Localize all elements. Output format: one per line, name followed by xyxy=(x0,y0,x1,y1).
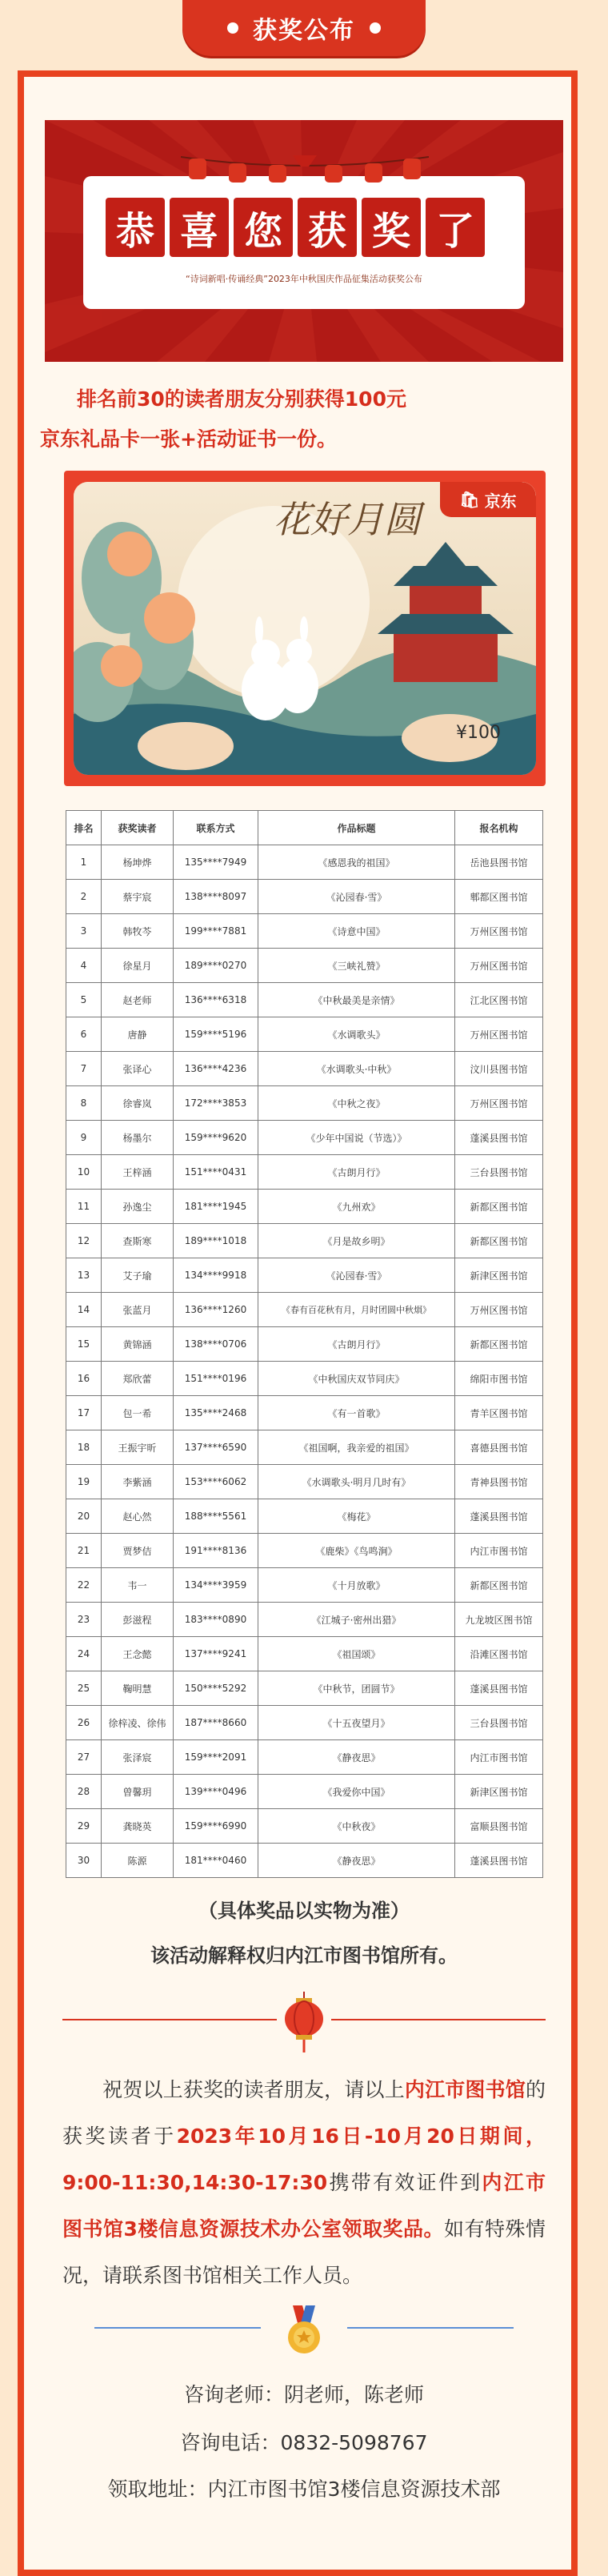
work-title-cell: 《我爱你中国》 xyxy=(258,1775,455,1809)
contact-cell: 188****5561 xyxy=(174,1499,258,1534)
page-title: 获奖公布 xyxy=(253,17,355,45)
institution-cell: 万州区图书馆 xyxy=(455,1293,543,1327)
pickup-place: 内江市图书馆3楼信息资源技术办公室领取奖品。 xyxy=(62,2171,546,2241)
rank-cell: 30 xyxy=(66,1844,102,1878)
rank-cell: 25 xyxy=(66,1671,102,1706)
table-row xyxy=(66,1052,543,1086)
winner-name-cell: 鞠明慧 xyxy=(102,1671,174,1706)
winner-name-cell: 贾梦佶 xyxy=(102,1534,174,1568)
winner-name-cell: 黄锦涵 xyxy=(102,1327,174,1362)
work-title-cell: 《春有百花秋有月，月时团圆中秋熉》 xyxy=(258,1293,455,1327)
winner-name-cell: 张译心 xyxy=(102,1052,174,1086)
congrats-char: 您 xyxy=(234,198,293,257)
table-row xyxy=(66,1293,543,1327)
rank-cell: 15 xyxy=(66,1327,102,1362)
header-pill xyxy=(182,0,426,56)
rank-cell: 27 xyxy=(66,1740,102,1775)
header-dot-right xyxy=(370,22,381,34)
contact-cell: 137****6590 xyxy=(174,1430,258,1465)
rank-cell: 8 xyxy=(66,1086,102,1121)
institution-cell: 新都区图书馆 xyxy=(455,1224,543,1258)
institution-cell: 九龙坡区图书馆 xyxy=(455,1603,543,1637)
winner-name-cell: 张泽宸 xyxy=(102,1740,174,1775)
rank-cell: 16 xyxy=(66,1362,102,1396)
institution-cell: 绵阳市图书馆 xyxy=(455,1362,543,1396)
work-title-cell: 《有一首歌》 xyxy=(258,1396,455,1430)
rank-cell: 24 xyxy=(66,1637,102,1671)
table-row xyxy=(66,1671,543,1706)
table-header-row xyxy=(66,811,543,845)
congrats-char: 获 xyxy=(298,198,357,257)
work-title-cell: 《中秋之夜》 xyxy=(258,1086,455,1121)
header-dot-left xyxy=(227,22,238,34)
table-row xyxy=(66,1499,543,1534)
institution-cell: 郫都区图书馆 xyxy=(455,880,543,914)
institution-cell: 江北区图书馆 xyxy=(455,983,543,1017)
winners-table xyxy=(66,810,543,1878)
winner-name-cell: 王梓涵 xyxy=(102,1155,174,1190)
institution-cell: 沿滩区图书馆 xyxy=(455,1637,543,1671)
contact-cell: 183****0890 xyxy=(174,1603,258,1637)
contact-cell: 159****5196 xyxy=(174,1017,258,1052)
table-row xyxy=(66,1121,543,1155)
institution-cell: 内江市图书馆 xyxy=(455,1534,543,1568)
contact-cell: 139****0496 xyxy=(174,1775,258,1809)
institution-cell: 万州区图书馆 xyxy=(455,1017,543,1052)
rank-cell: 20 xyxy=(66,1499,102,1534)
winner-name-cell: 赵心然 xyxy=(102,1499,174,1534)
prize-note: （具体奖品以实物为准） xyxy=(198,1900,410,1922)
rank-cell: 7 xyxy=(66,1052,102,1086)
table-row xyxy=(66,1327,543,1362)
instructions-text-2: 的获奖读者于 xyxy=(62,2078,546,2148)
congrats-char: 恭 xyxy=(106,198,165,257)
table-row xyxy=(66,1017,543,1052)
contact-address: 领取地址：内江市图书馆3楼信息资源技术部 xyxy=(107,2478,501,2501)
table-row xyxy=(66,1775,543,1809)
contact-cell: 151****0196 xyxy=(174,1362,258,1396)
gift-card-art-title: 花好月圆 xyxy=(274,498,421,541)
institution-cell: 青羊区图书馆 xyxy=(455,1396,543,1430)
winner-name-cell: 李紫涵 xyxy=(102,1465,174,1499)
contact-cell: 159****2091 xyxy=(174,1740,258,1775)
rank-cell: 9 xyxy=(66,1121,102,1155)
table-row xyxy=(66,983,543,1017)
institution-cell: 新都区图书馆 xyxy=(455,1568,543,1603)
winner-name-cell: 徐梓凌、徐伟 xyxy=(102,1706,174,1740)
work-title-cell: 《诗意中国》 xyxy=(258,914,455,949)
prize-intro-line-1: 排名前30的读者朋友分别获得100元 xyxy=(77,387,406,411)
work-title-cell: 《中秋国庆双节同庆》 xyxy=(258,1362,455,1396)
winner-name-cell: 艾子瑜 xyxy=(102,1258,174,1293)
congrats-char: 了 xyxy=(426,198,485,257)
winner-name-cell: 徐睿岚 xyxy=(102,1086,174,1121)
table-header-cell: 获奖读者 xyxy=(102,811,174,845)
rank-cell: 10 xyxy=(66,1155,102,1190)
work-title-cell: 《古朗月行》 xyxy=(258,1155,455,1190)
winner-name-cell: 韦一 xyxy=(102,1568,174,1603)
winners-table-body xyxy=(66,845,543,1878)
work-title-cell: 《水调歌头·中秋》 xyxy=(258,1052,455,1086)
institution-cell: 岳池县图书馆 xyxy=(455,845,543,880)
contact-cell: 191****8136 xyxy=(174,1534,258,1568)
divider-left xyxy=(62,2019,277,2020)
rank-cell: 17 xyxy=(66,1396,102,1430)
gift-card-inner xyxy=(74,482,536,775)
prize-intro-line-2: 京东礼品卡一张+活动证书一份。 xyxy=(40,427,337,451)
rank-cell: 11 xyxy=(66,1190,102,1224)
medal-divider-right xyxy=(347,2327,514,2329)
rank-cell: 21 xyxy=(66,1534,102,1568)
work-title-cell: 《古朗月行》 xyxy=(258,1327,455,1362)
winner-name-cell: 龚晓英 xyxy=(102,1809,174,1844)
contact-cell: 138****8097 xyxy=(174,880,258,914)
table-row xyxy=(66,1568,543,1603)
work-title-cell: 《少年中国说（节选）》 xyxy=(258,1121,455,1155)
contact-cell: 134****3959 xyxy=(174,1568,258,1603)
contact-phone: 咨询电话：0832-5098767 xyxy=(180,2431,428,2454)
winner-name-cell: 蔡宇宸 xyxy=(102,880,174,914)
work-title-cell: 《江城子·密州出猎》 xyxy=(258,1603,455,1637)
table-row xyxy=(66,1465,543,1499)
table-row xyxy=(66,845,543,880)
lantern-icon xyxy=(282,1992,326,2052)
work-title-cell: 《祖国颂》 xyxy=(258,1637,455,1671)
institution-cell: 汶川县图书馆 xyxy=(455,1052,543,1086)
lantern-string-icon xyxy=(181,150,429,183)
institution-cell: 青神县图书馆 xyxy=(455,1465,543,1499)
contact-cell: 138****0706 xyxy=(174,1327,258,1362)
rank-cell: 4 xyxy=(66,949,102,983)
institution-cell: 蓬溪县图书馆 xyxy=(455,1121,543,1155)
table-header-cell: 排名 xyxy=(66,811,102,845)
congrats-char: 奖 xyxy=(362,198,421,257)
institution-cell: 蓬溪县图书馆 xyxy=(455,1499,543,1534)
winner-name-cell: 郑欣蕾 xyxy=(102,1362,174,1396)
table-row xyxy=(66,1603,543,1637)
work-title-cell: 《月是故乡明》 xyxy=(258,1224,455,1258)
work-title-cell: 《水调歌头·明月几时有》 xyxy=(258,1465,455,1499)
contact-cell: 136****1260 xyxy=(174,1293,258,1327)
table-row xyxy=(66,1740,543,1775)
gift-card-image xyxy=(64,471,546,786)
congrats-title xyxy=(106,198,485,257)
table-row xyxy=(66,1534,543,1568)
pickup-dates: 2023年10月16日-10月20日期间，9:00-11:30,14:30-17:30 xyxy=(62,2125,546,2194)
institution-cell: 内江市图书馆 xyxy=(455,1740,543,1775)
library-name: 内江市图书馆 xyxy=(404,2078,526,2101)
work-title-cell: 《中秋节，团圆节》 xyxy=(258,1671,455,1706)
winner-name-cell: 彭滋程 xyxy=(102,1603,174,1637)
rank-cell: 23 xyxy=(66,1603,102,1637)
institution-cell: 新都区图书馆 xyxy=(455,1190,543,1224)
work-title-cell: 《沁园春·雪》 xyxy=(258,1258,455,1293)
table-row xyxy=(66,1706,543,1740)
congrats-char: 喜 xyxy=(170,198,229,257)
work-title-cell: 《十五夜望月》 xyxy=(258,1706,455,1740)
table-row xyxy=(66,1190,543,1224)
winner-name-cell: 唐静 xyxy=(102,1017,174,1052)
winner-name-cell: 王振宇昕 xyxy=(102,1430,174,1465)
work-title-cell: 《水调歌头》 xyxy=(258,1017,455,1052)
work-title-cell: 《三峡礼赞》 xyxy=(258,949,455,983)
winner-name-cell: 赵老师 xyxy=(102,983,174,1017)
contact-cell: 181****1945 xyxy=(174,1190,258,1224)
divider-right xyxy=(331,2019,546,2020)
table-row xyxy=(66,1362,543,1396)
winner-name-cell: 徐星月 xyxy=(102,949,174,983)
table-header-cell: 联系方式 xyxy=(174,811,258,845)
work-title-cell: 《感恩我的祖国》 xyxy=(258,845,455,880)
pickup-instructions xyxy=(62,2067,546,2299)
institution-cell: 新都区图书馆 xyxy=(455,1327,543,1362)
winner-name-cell: 包一希 xyxy=(102,1396,174,1430)
institution-cell: 蓬溪县图书馆 xyxy=(455,1671,543,1706)
contact-cell: 172****3853 xyxy=(174,1086,258,1121)
contact-cell: 136****6318 xyxy=(174,983,258,1017)
table-row xyxy=(66,880,543,914)
rank-cell: 1 xyxy=(66,845,102,880)
medal-icon xyxy=(285,2305,323,2357)
table-row xyxy=(66,1396,543,1430)
institution-cell: 新津区图书馆 xyxy=(455,1258,543,1293)
work-title-cell: 《中秋夜》 xyxy=(258,1809,455,1844)
work-title-cell: 《十月放歌》 xyxy=(258,1568,455,1603)
prize-intro xyxy=(40,379,549,459)
work-title-cell: 《祖国啊，我亲爱的祖国》 xyxy=(258,1430,455,1465)
contact-cell: 135****2468 xyxy=(174,1396,258,1430)
rank-cell: 6 xyxy=(66,1017,102,1052)
winner-name-cell: 杨坤烨 xyxy=(102,845,174,880)
table-row xyxy=(66,1155,543,1190)
banner-subtitle: “诗词新唱·传诵经典”2023年中秋国庆作品征集活动获奖公布 xyxy=(186,274,422,284)
winner-name-cell: 查斯寒 xyxy=(102,1224,174,1258)
congrats-banner xyxy=(45,120,563,362)
table-row xyxy=(66,1809,543,1844)
work-title-cell: 《静夜思》 xyxy=(258,1844,455,1878)
winner-name-cell: 孙逸尘 xyxy=(102,1190,174,1224)
institution-cell: 万州区图书馆 xyxy=(455,1086,543,1121)
rank-cell: 19 xyxy=(66,1465,102,1499)
contact-cell: 159****6990 xyxy=(174,1809,258,1844)
contact-cell: 135****7949 xyxy=(174,845,258,880)
instructions-text-3: 携带有效证件到 xyxy=(327,2171,482,2194)
work-title-cell: 《中秋最美是亲情》 xyxy=(258,983,455,1017)
work-title-cell: 《鹿柴》《鸟鸣涧》 xyxy=(258,1534,455,1568)
rank-cell: 3 xyxy=(66,914,102,949)
gift-card-amount: ¥100 xyxy=(456,723,501,743)
gift-bag-icon: 🛍 xyxy=(459,490,480,509)
rank-cell: 14 xyxy=(66,1293,102,1327)
contact-cell: 189****1018 xyxy=(174,1224,258,1258)
rank-cell: 13 xyxy=(66,1258,102,1293)
gift-card-brand-badge xyxy=(440,482,536,517)
institution-cell: 三台县图书馆 xyxy=(455,1706,543,1740)
contact-cell: 189****0270 xyxy=(174,949,258,983)
instructions-text-1: 祝贺以上获奖的读者朋友，请以上 xyxy=(102,2078,405,2101)
table-row xyxy=(66,1430,543,1465)
winner-name-cell: 王念懿 xyxy=(102,1637,174,1671)
work-title-cell: 《静夜思》 xyxy=(258,1740,455,1775)
rank-cell: 18 xyxy=(66,1430,102,1465)
institution-cell: 万州区图书馆 xyxy=(455,914,543,949)
rank-cell: 26 xyxy=(66,1706,102,1740)
rank-cell: 22 xyxy=(66,1568,102,1603)
institution-cell: 喜德县图书馆 xyxy=(455,1430,543,1465)
contact-cell: 159****9620 xyxy=(174,1121,258,1155)
institution-cell: 万州区图书馆 xyxy=(455,949,543,983)
contact-cell: 151****0431 xyxy=(174,1155,258,1190)
contact-cell: 199****7881 xyxy=(174,914,258,949)
table-header-cell: 作品标题 xyxy=(258,811,455,845)
rank-cell: 12 xyxy=(66,1224,102,1258)
table-row xyxy=(66,949,543,983)
winner-name-cell: 韩牧芩 xyxy=(102,914,174,949)
winner-name-cell: 曾馨玥 xyxy=(102,1775,174,1809)
institution-cell: 新津区图书馆 xyxy=(455,1775,543,1809)
work-title-cell: 《沁园春·雪》 xyxy=(258,880,455,914)
table-row xyxy=(66,1224,543,1258)
contact-cell: 187****8660 xyxy=(174,1706,258,1740)
rights-note: 该活动解释权归内江市图书馆所有。 xyxy=(150,1944,458,1967)
contact-cell: 153****6062 xyxy=(174,1465,258,1499)
table-row xyxy=(66,1258,543,1293)
rank-cell: 29 xyxy=(66,1809,102,1844)
work-title-cell: 《梅花》 xyxy=(258,1499,455,1534)
institution-cell: 三台县图书馆 xyxy=(455,1155,543,1190)
contact-cell: 137****9241 xyxy=(174,1637,258,1671)
winner-name-cell: 杨墨尔 xyxy=(102,1121,174,1155)
contact-cell: 150****5292 xyxy=(174,1671,258,1706)
winner-name-cell: 张蓝月 xyxy=(102,1293,174,1327)
contact-teachers: 咨询老师：阴老师，陈老师 xyxy=(183,2383,424,2406)
table-row xyxy=(66,914,543,949)
institution-cell: 蓬溪县图书馆 xyxy=(455,1844,543,1878)
medal-divider-left xyxy=(94,2327,261,2329)
table-row xyxy=(66,1844,543,1878)
table-row xyxy=(66,1637,543,1671)
gift-card-brand: 京东 xyxy=(484,491,517,511)
instructions-text-4: 如有特殊情况，请联系图书馆相关工作人员。 xyxy=(62,2217,546,2287)
table-header-cell: 报名机构 xyxy=(455,811,543,845)
rank-cell: 5 xyxy=(66,983,102,1017)
winner-name-cell: 陈源 xyxy=(102,1844,174,1878)
contact-cell: 181****0460 xyxy=(174,1844,258,1878)
rank-cell: 28 xyxy=(66,1775,102,1809)
work-title-cell: 《九州欢》 xyxy=(258,1190,455,1224)
contact-cell: 134****9918 xyxy=(174,1258,258,1293)
rank-cell: 2 xyxy=(66,880,102,914)
institution-cell: 富顺县图书馆 xyxy=(455,1809,543,1844)
table-row xyxy=(66,1086,543,1121)
contact-cell: 136****4236 xyxy=(174,1052,258,1086)
